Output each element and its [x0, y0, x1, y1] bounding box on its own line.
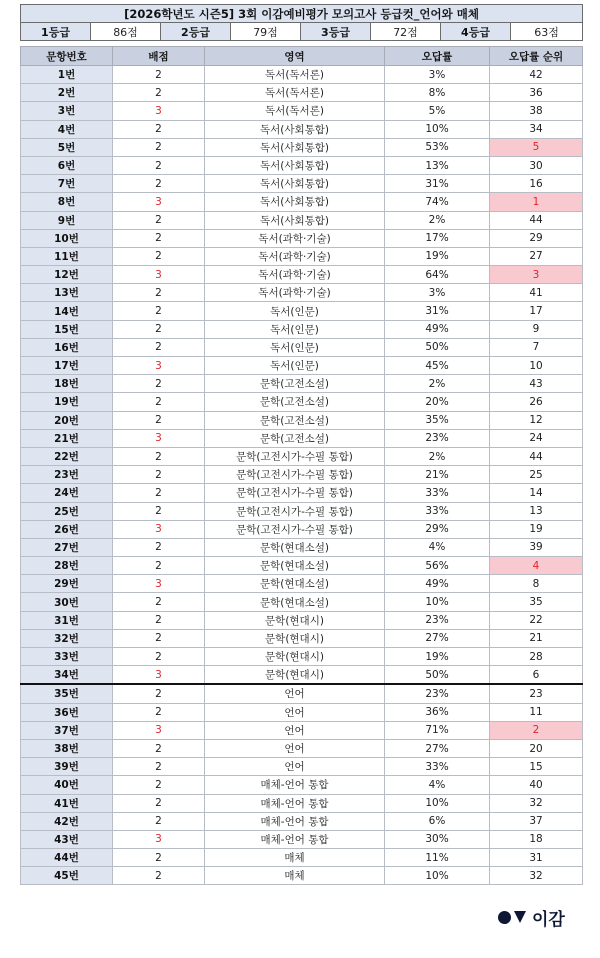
question-number: 40번 [21, 776, 113, 794]
area-cell: 문학(고전시가-수필 통합) [205, 447, 385, 465]
error-rank-cell: 9 [490, 320, 583, 338]
score-cell: 2 [113, 375, 205, 393]
error-rate-cell: 21% [385, 466, 490, 484]
score-cell: 2 [113, 593, 205, 611]
score-cell: 2 [113, 247, 205, 265]
error-rank-cell: 28 [490, 648, 583, 666]
error-rank-cell: 2 [490, 721, 583, 739]
col-header-number: 문항번호 [21, 47, 113, 66]
score-cell: 3 [113, 266, 205, 284]
question-number: 14번 [21, 302, 113, 320]
score-cell: 2 [113, 739, 205, 757]
table-row [21, 684, 583, 703]
area-cell: 문학(현대소설) [205, 538, 385, 556]
logo-triangle-icon [514, 911, 526, 923]
area-cell: 매체-언어 통합 [205, 812, 385, 830]
area-cell: 독서(인문) [205, 320, 385, 338]
score-cell: 2 [113, 484, 205, 502]
error-rate-cell: 27% [385, 739, 490, 757]
area-cell: 독서(사회통합) [205, 138, 385, 156]
score-cell: 2 [113, 684, 205, 703]
error-rate-cell: 71% [385, 721, 490, 739]
error-rank-cell: 8 [490, 575, 583, 593]
question-number: 30번 [21, 593, 113, 611]
table-row [21, 794, 583, 812]
area-cell: 문학(현대시) [205, 648, 385, 666]
error-rank-cell: 11 [490, 703, 583, 721]
table-row [21, 484, 583, 502]
question-number: 45번 [21, 867, 113, 885]
table-row [21, 320, 583, 338]
error-rank-cell: 26 [490, 393, 583, 411]
error-rate-cell: 20% [385, 393, 490, 411]
error-rank-cell: 4 [490, 557, 583, 575]
grade-1-label: 1등급 [21, 23, 91, 41]
error-rank-cell: 24 [490, 429, 583, 447]
question-number: 44번 [21, 849, 113, 867]
table-row [21, 830, 583, 848]
error-rate-cell: 11% [385, 849, 490, 867]
area-cell: 매체-언어 통합 [205, 776, 385, 794]
question-number: 6번 [21, 156, 113, 174]
table-row [21, 502, 583, 520]
error-rank-cell: 7 [490, 338, 583, 356]
area-cell: 독서(인문) [205, 357, 385, 375]
error-rate-cell: 31% [385, 302, 490, 320]
igam-logo [498, 906, 565, 928]
table-row [21, 812, 583, 830]
area-cell: 독서(독서론) [205, 84, 385, 102]
area-cell: 독서(사회통합) [205, 193, 385, 211]
question-stats-table [20, 46, 583, 885]
score-cell: 3 [113, 830, 205, 848]
question-number: 41번 [21, 794, 113, 812]
area-cell: 언어 [205, 684, 385, 703]
error-rate-cell: 30% [385, 830, 490, 848]
table-row [21, 867, 583, 885]
score-cell: 2 [113, 557, 205, 575]
table-row [21, 229, 583, 247]
score-cell: 3 [113, 429, 205, 447]
question-number: 43번 [21, 830, 113, 848]
score-cell: 2 [113, 629, 205, 647]
error-rank-cell: 14 [490, 484, 583, 502]
error-rate-cell: 23% [385, 611, 490, 629]
grade-3-value: 72점 [371, 23, 441, 41]
score-cell: 2 [113, 758, 205, 776]
table-row [21, 648, 583, 666]
area-cell: 문학(고전소설) [205, 375, 385, 393]
question-number: 26번 [21, 520, 113, 538]
question-number: 33번 [21, 648, 113, 666]
error-rate-cell: 13% [385, 156, 490, 174]
question-number: 42번 [21, 812, 113, 830]
error-rate-cell: 10% [385, 593, 490, 611]
error-rate-cell: 2% [385, 211, 490, 229]
error-rank-cell: 41 [490, 284, 583, 302]
area-cell: 독서(과학·기술) [205, 284, 385, 302]
error-rate-cell: 64% [385, 266, 490, 284]
table-row [21, 266, 583, 284]
score-cell: 2 [113, 611, 205, 629]
question-number: 8번 [21, 193, 113, 211]
error-rate-cell: 17% [385, 229, 490, 247]
grade-4-value: 63점 [511, 23, 583, 41]
score-cell: 2 [113, 794, 205, 812]
area-cell: 언어 [205, 721, 385, 739]
area-cell: 문학(현대시) [205, 629, 385, 647]
question-number: 19번 [21, 393, 113, 411]
area-cell: 문학(고전시가-수필 통합) [205, 520, 385, 538]
table-row [21, 739, 583, 757]
grade-4-label: 4등급 [441, 23, 511, 41]
score-cell: 2 [113, 338, 205, 356]
question-number: 22번 [21, 447, 113, 465]
error-rank-cell: 16 [490, 175, 583, 193]
error-rate-cell: 33% [385, 484, 490, 502]
area-cell: 문학(현대시) [205, 611, 385, 629]
logo-circle-icon [498, 911, 511, 924]
col-header-error-rank: 오답률 순위 [490, 47, 583, 66]
table-row [21, 703, 583, 721]
score-cell: 2 [113, 447, 205, 465]
cutoff-table [20, 4, 583, 41]
table-row [21, 247, 583, 265]
error-rank-cell: 37 [490, 812, 583, 830]
error-rate-cell: 56% [385, 557, 490, 575]
question-number: 36번 [21, 703, 113, 721]
question-number: 23번 [21, 466, 113, 484]
table-row [21, 758, 583, 776]
area-cell: 언어 [205, 758, 385, 776]
grade-2-label: 2등급 [161, 23, 231, 41]
question-number: 20번 [21, 411, 113, 429]
table-row [21, 193, 583, 211]
error-rank-cell: 17 [490, 302, 583, 320]
question-number: 31번 [21, 611, 113, 629]
error-rank-cell: 34 [490, 120, 583, 138]
error-rank-cell: 43 [490, 375, 583, 393]
error-rank-cell: 18 [490, 830, 583, 848]
area-cell: 문학(고전소설) [205, 393, 385, 411]
table-row [21, 338, 583, 356]
table-row [21, 721, 583, 739]
question-number: 4번 [21, 120, 113, 138]
table-row [21, 575, 583, 593]
table-row [21, 411, 583, 429]
error-rate-cell: 35% [385, 411, 490, 429]
area-cell: 독서(독서론) [205, 102, 385, 120]
score-cell: 2 [113, 211, 205, 229]
area-cell: 문학(현대소설) [205, 593, 385, 611]
area-cell: 독서(인문) [205, 302, 385, 320]
table-row [21, 138, 583, 156]
error-rate-cell: 2% [385, 375, 490, 393]
score-cell: 2 [113, 411, 205, 429]
table-row [21, 666, 583, 685]
error-rank-cell: 25 [490, 466, 583, 484]
error-rank-cell: 23 [490, 684, 583, 703]
score-cell: 2 [113, 320, 205, 338]
area-cell: 독서(사회통합) [205, 156, 385, 174]
score-cell: 2 [113, 175, 205, 193]
area-cell: 매체-언어 통합 [205, 830, 385, 848]
area-cell: 독서(사회통합) [205, 175, 385, 193]
table-row [21, 102, 583, 120]
table-row [21, 520, 583, 538]
error-rank-cell: 32 [490, 794, 583, 812]
question-number: 35번 [21, 684, 113, 703]
error-rank-cell: 10 [490, 357, 583, 375]
table-row [21, 593, 583, 611]
error-rate-cell: 74% [385, 193, 490, 211]
logo-text: 이감 [532, 909, 565, 930]
score-cell: 2 [113, 138, 205, 156]
col-header-area: 영역 [205, 47, 385, 66]
question-number: 15번 [21, 320, 113, 338]
table-row [21, 849, 583, 867]
score-cell: 2 [113, 229, 205, 247]
question-number: 18번 [21, 375, 113, 393]
error-rate-cell: 33% [385, 758, 490, 776]
error-rate-cell: 19% [385, 648, 490, 666]
question-number: 34번 [21, 666, 113, 685]
error-rank-cell: 36 [490, 84, 583, 102]
error-rate-cell: 10% [385, 120, 490, 138]
score-cell: 2 [113, 502, 205, 520]
table-row [21, 66, 583, 84]
area-cell: 독서(과학·기술) [205, 266, 385, 284]
question-number: 16번 [21, 338, 113, 356]
area-cell: 독서(사회통합) [205, 120, 385, 138]
score-cell: 2 [113, 538, 205, 556]
table-row [21, 538, 583, 556]
cutoff-row [21, 23, 583, 41]
score-cell: 2 [113, 66, 205, 84]
error-rate-cell: 49% [385, 320, 490, 338]
error-rate-cell: 4% [385, 776, 490, 794]
error-rank-cell: 38 [490, 102, 583, 120]
error-rank-cell: 42 [490, 66, 583, 84]
table-row [21, 284, 583, 302]
error-rank-cell: 44 [490, 211, 583, 229]
score-cell: 2 [113, 393, 205, 411]
question-number: 24번 [21, 484, 113, 502]
table-row [21, 302, 583, 320]
score-cell: 2 [113, 849, 205, 867]
score-cell: 2 [113, 84, 205, 102]
table-row [21, 466, 583, 484]
error-rank-cell: 39 [490, 538, 583, 556]
table-header-row [21, 47, 583, 66]
area-cell: 문학(고전소설) [205, 429, 385, 447]
error-rate-cell: 2% [385, 447, 490, 465]
question-number: 12번 [21, 266, 113, 284]
question-number: 32번 [21, 629, 113, 647]
error-rank-cell: 6 [490, 666, 583, 685]
area-cell: 언어 [205, 703, 385, 721]
error-rate-cell: 3% [385, 66, 490, 84]
table-row [21, 393, 583, 411]
error-rank-cell: 44 [490, 447, 583, 465]
error-rank-cell: 12 [490, 411, 583, 429]
error-rate-cell: 50% [385, 338, 490, 356]
error-rate-cell: 5% [385, 102, 490, 120]
error-rank-cell: 22 [490, 611, 583, 629]
table-row [21, 357, 583, 375]
area-cell: 문학(현대소설) [205, 575, 385, 593]
error-rate-cell: 29% [385, 520, 490, 538]
score-cell: 2 [113, 466, 205, 484]
area-cell: 매체-언어 통합 [205, 794, 385, 812]
error-rank-cell: 40 [490, 776, 583, 794]
error-rate-cell: 23% [385, 684, 490, 703]
grade-cut-sheet [20, 4, 582, 885]
score-cell: 2 [113, 120, 205, 138]
table-row [21, 557, 583, 575]
table-body [21, 66, 583, 885]
area-cell: 독서(인문) [205, 338, 385, 356]
question-number: 39번 [21, 758, 113, 776]
error-rate-cell: 45% [385, 357, 490, 375]
score-cell: 3 [113, 357, 205, 375]
error-rate-cell: 36% [385, 703, 490, 721]
area-cell: 독서(사회통합) [205, 211, 385, 229]
question-number: 29번 [21, 575, 113, 593]
table-row [21, 776, 583, 794]
grade-2-value: 79점 [231, 23, 301, 41]
error-rank-cell: 27 [490, 247, 583, 265]
grade-3-label: 3등급 [301, 23, 371, 41]
table-row [21, 211, 583, 229]
error-rate-cell: 3% [385, 284, 490, 302]
score-cell: 3 [113, 721, 205, 739]
error-rate-cell: 31% [385, 175, 490, 193]
error-rate-cell: 27% [385, 629, 490, 647]
question-number: 10번 [21, 229, 113, 247]
error-rate-cell: 10% [385, 794, 490, 812]
area-cell: 문학(현대시) [205, 666, 385, 685]
question-number: 28번 [21, 557, 113, 575]
error-rank-cell: 35 [490, 593, 583, 611]
table-row [21, 611, 583, 629]
col-header-score: 배점 [113, 47, 205, 66]
question-number: 5번 [21, 138, 113, 156]
score-cell: 2 [113, 812, 205, 830]
area-cell: 매체 [205, 867, 385, 885]
area-cell: 언어 [205, 739, 385, 757]
error-rate-cell: 23% [385, 429, 490, 447]
error-rank-cell: 1 [490, 193, 583, 211]
table-row [21, 84, 583, 102]
error-rate-cell: 10% [385, 867, 490, 885]
score-cell: 2 [113, 703, 205, 721]
area-cell: 문학(고전소설) [205, 411, 385, 429]
table-row [21, 120, 583, 138]
col-header-error-rate: 오답률 [385, 47, 490, 66]
error-rate-cell: 6% [385, 812, 490, 830]
error-rank-cell: 31 [490, 849, 583, 867]
error-rank-cell: 20 [490, 739, 583, 757]
error-rank-cell: 29 [490, 229, 583, 247]
error-rank-cell: 19 [490, 520, 583, 538]
table-row [21, 629, 583, 647]
area-cell: 문학(고전시가-수필 통합) [205, 484, 385, 502]
area-cell: 매체 [205, 849, 385, 867]
question-number: 3번 [21, 102, 113, 120]
score-cell: 2 [113, 284, 205, 302]
table-row [21, 156, 583, 174]
grade-1-value: 86점 [91, 23, 161, 41]
score-cell: 2 [113, 867, 205, 885]
question-number: 7번 [21, 175, 113, 193]
question-number: 25번 [21, 502, 113, 520]
error-rank-cell: 15 [490, 758, 583, 776]
area-cell: 문학(고전시가-수필 통합) [205, 502, 385, 520]
area-cell: 문학(현대소설) [205, 557, 385, 575]
table-row [21, 447, 583, 465]
error-rank-cell: 13 [490, 502, 583, 520]
error-rate-cell: 8% [385, 84, 490, 102]
question-number: 1번 [21, 66, 113, 84]
score-cell: 3 [113, 666, 205, 685]
question-number: 11번 [21, 247, 113, 265]
error-rate-cell: 4% [385, 538, 490, 556]
table-row [21, 375, 583, 393]
question-number: 13번 [21, 284, 113, 302]
score-cell: 3 [113, 575, 205, 593]
error-rank-cell: 21 [490, 629, 583, 647]
error-rank-cell: 30 [490, 156, 583, 174]
question-number: 27번 [21, 538, 113, 556]
score-cell: 2 [113, 156, 205, 174]
question-number: 38번 [21, 739, 113, 757]
error-rate-cell: 50% [385, 666, 490, 685]
error-rank-cell: 3 [490, 266, 583, 284]
score-cell: 3 [113, 102, 205, 120]
score-cell: 3 [113, 520, 205, 538]
score-cell: 2 [113, 648, 205, 666]
area-cell: 독서(독서론) [205, 66, 385, 84]
table-row [21, 175, 583, 193]
error-rank-cell: 32 [490, 867, 583, 885]
score-cell: 3 [113, 193, 205, 211]
error-rank-cell: 5 [490, 138, 583, 156]
question-number: 2번 [21, 84, 113, 102]
question-number: 9번 [21, 211, 113, 229]
question-number: 37번 [21, 721, 113, 739]
table-row [21, 429, 583, 447]
question-number: 17번 [21, 357, 113, 375]
score-cell: 2 [113, 776, 205, 794]
error-rate-cell: 19% [385, 247, 490, 265]
error-rate-cell: 33% [385, 502, 490, 520]
question-number: 21번 [21, 429, 113, 447]
area-cell: 문학(고전시가-수필 통합) [205, 466, 385, 484]
area-cell: 독서(과학·기술) [205, 229, 385, 247]
page-title: [2026학년도 시즌5] 3회 이감예비평가 모의고사 등급컷_언어와 매체 [21, 5, 583, 23]
error-rate-cell: 53% [385, 138, 490, 156]
score-cell: 2 [113, 302, 205, 320]
area-cell: 독서(과학·기술) [205, 247, 385, 265]
error-rate-cell: 49% [385, 575, 490, 593]
